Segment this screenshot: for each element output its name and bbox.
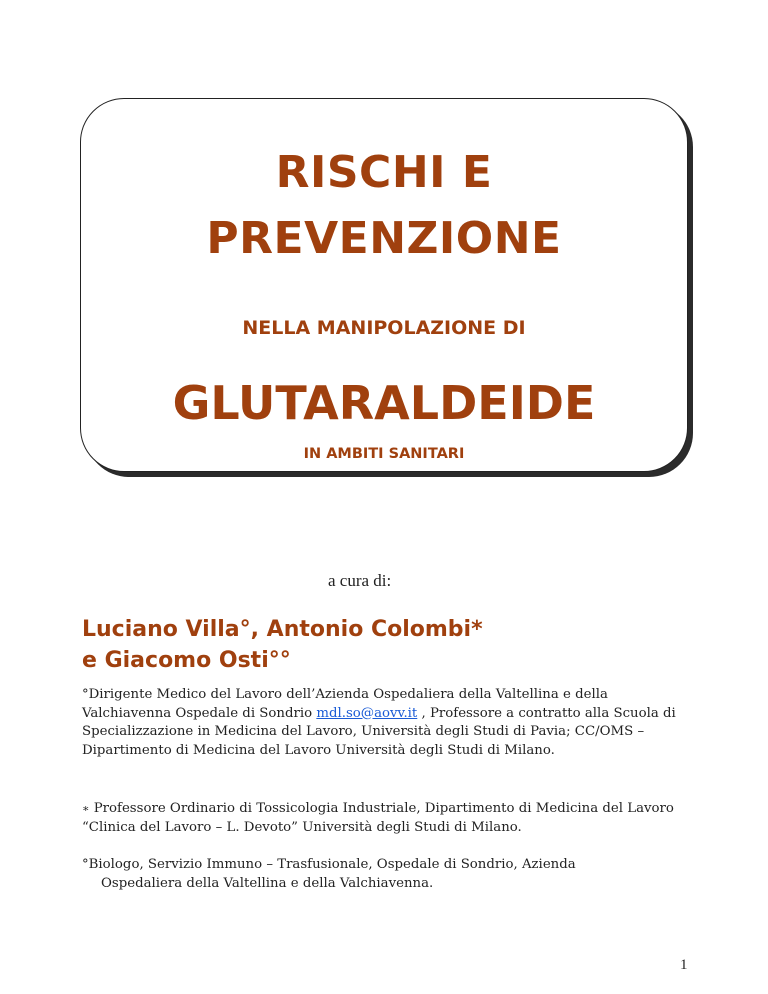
curated-by-label: a cura di:	[328, 571, 392, 590]
title-line-prevenzione: PREVENZIONE	[206, 213, 562, 264]
authors-block	[82, 614, 483, 676]
page-number: 1	[680, 957, 688, 973]
title-glutaraldeide: GLUTARALDEIDE	[172, 376, 596, 430]
affiliation-colombi-text: Professore Ordinario di Tossicologia Industriale, Dipartimento di Medicina del Lavoro “Clinica del Lavoro – L. Devoto” Università degli Studi di Milano.	[82, 801, 674, 835]
affiliation-osti	[82, 856, 692, 893]
affiliation-villa-text-a: °Dirigente Medico del Lavoro dell’Azienda Ospedaliera della Valtellina e della Valchiavenna Ospedale di Sondrio	[82, 687, 608, 721]
asterisk-marker: ∗	[82, 802, 90, 815]
affiliation-villa-text-b: , Professore a contratto alla Scuola di Specializzazione in Medicina del Lavoro, Università degli Studi di Pavia; CC/OMS – Dipartimento di Medicina del Lavoro Università degli Studi di Milano.	[82, 705, 676, 758]
email-link[interactable]: mdl.so@aovv.it	[316, 705, 418, 721]
authors-line-1: Luciano Villa°, Antonio Colombi*	[82, 617, 483, 642]
affiliation-colombi	[82, 800, 692, 837]
affiliation-osti-line-1: °Biologo, Servizio Immuno – Trasfusionale, Ospedale di Sondrio, Azienda	[82, 857, 576, 872]
title-box	[80, 98, 688, 472]
affiliation-osti-line-2: Ospedaliera della Valtellina e della Valchiavenna.	[101, 875, 434, 891]
authors-line-2: e Giacomo Osti°°	[82, 648, 291, 673]
subtitle-manipolazione: NELLA MANIPOLAZIONE DI	[242, 317, 526, 339]
subtitle-ambiti-sanitari: IN AMBITI SANITARI	[303, 446, 465, 462]
affiliation-villa	[82, 686, 692, 760]
title-line-rischi: RISCHI E	[275, 147, 493, 198]
